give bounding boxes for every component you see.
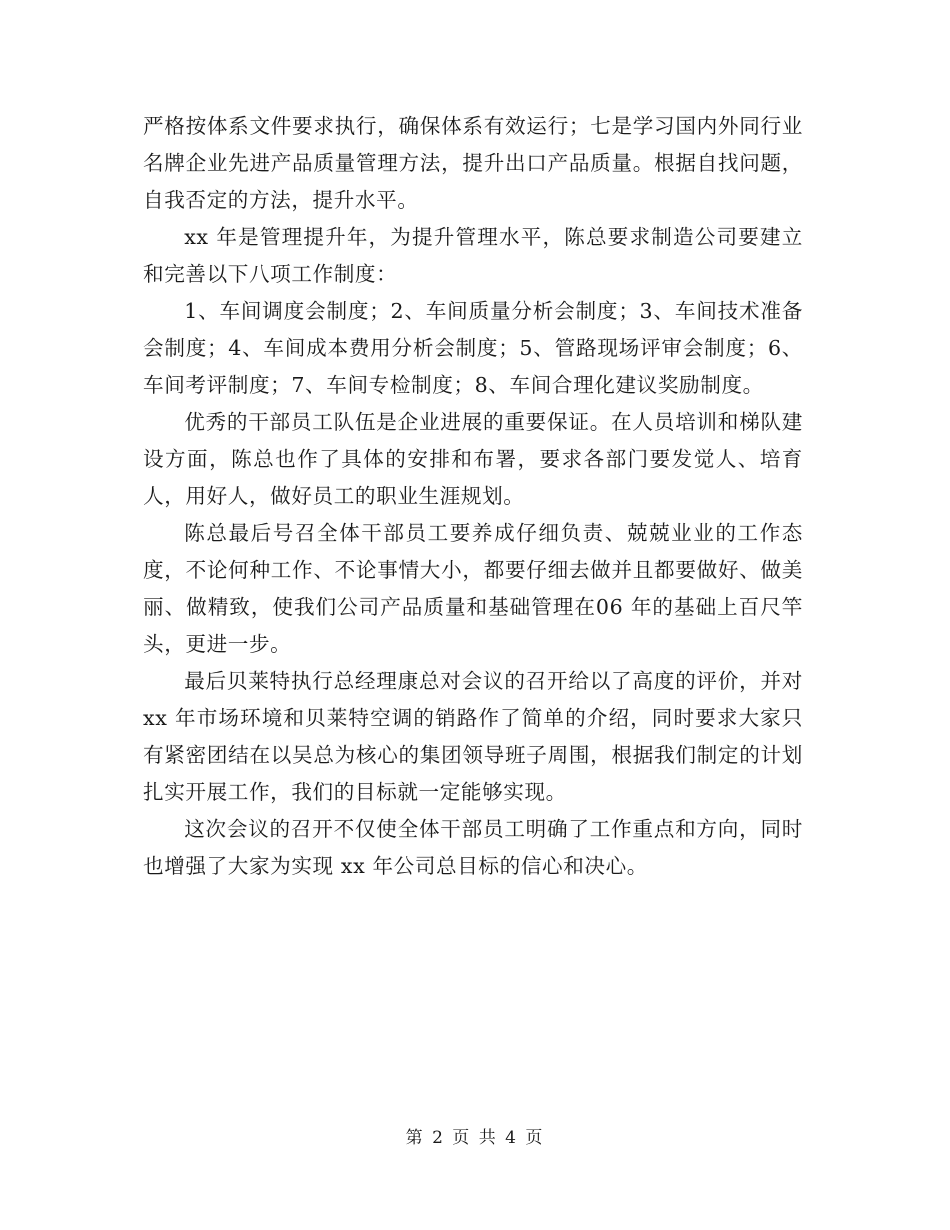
paragraph-conclusion: 这次会议的召开不仅使全体干部员工明确了工作重点和方向，同时也增强了大家为实现 xx 年公司总目标的信心和决心。 [143,817,803,878]
paragraph-staff-training: 优秀的干部员工队伍是企业进展的重要保证。在人员培训和梯队建设方面，陈总也作了具体的安排和布署，要求各部门要发觉人、培育人，用好人，做好员工的职业生涯规划。 [143,410,803,508]
paragraph-management-year: xx 年是管理提升年，为提升管理水平，陈总要求制造公司要建立和完善以下八项工作制度： [143,225,803,286]
paragraph-eight-systems: 1、车间调度会制度；2、车间质量分析会制度；3、车间技术准备会制度；4、车间成本费用分析会制度；5、管路现场评审会制度；6、车间考评制度；7、车间专检制度；8、车间合理化建议奖励制度。 [143,299,803,397]
paragraph-work-attitude: 陈总最后号召全体干部员工要养成仔细负责、兢兢业业的工作态度，不论何种工作、不论事情大小，都要仔细去做并且都要做好、做美丽、做精致，使我们公司产品质量和基础管理在06 年的基础上百尺竿头，更进一步。 [143,521,803,656]
page-number-footer: 第 2 页 共 4 页 [405,1128,545,1148]
paragraph-general-manager: 最后贝莱特执行总经理康总对会议的召开给以了高度的评价，并对 xx 年市场环境和贝莱特空调的销路作了简单的介绍，同时要求大家只有紧密团结在以吴总为核心的集团领导班子周围，根据我们制定的计划扎实开展工作，我们的目标就一定能够实现。 [143,669,803,804]
document-body [143,108,803,885]
paragraph-continued: 严格按体系文件要求执行，确保体系有效运行；七是学习国内外同行业名牌企业先进产品质量管理方法，提升出口产品质量。根据自找问题，自我否定的方法，提升水平。 [143,114,803,212]
